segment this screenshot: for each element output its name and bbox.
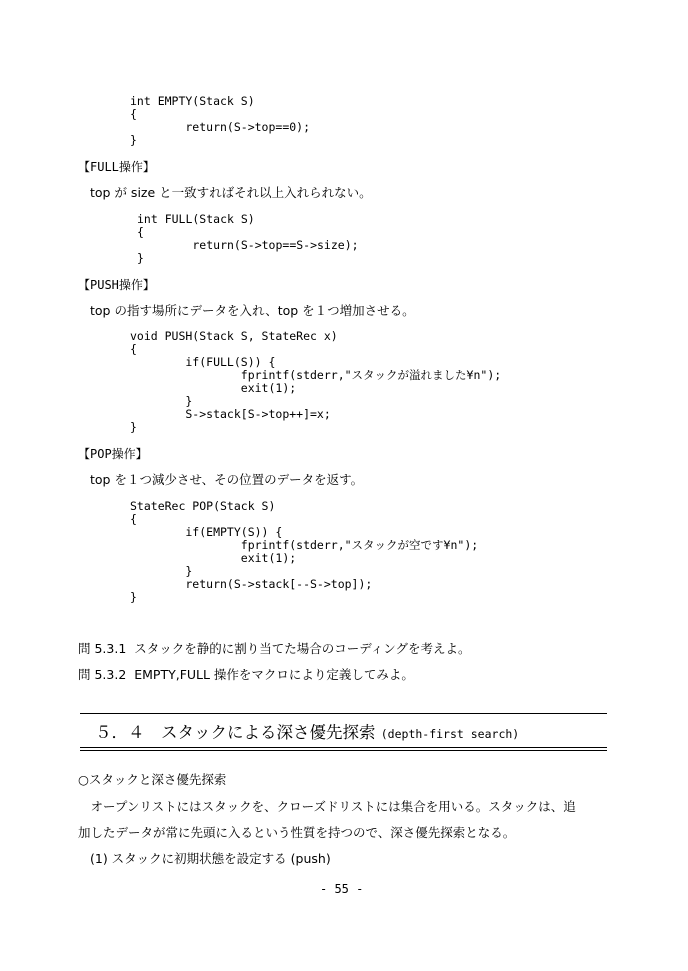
sub-heading: ○スタックと深さ優先探索: [78, 772, 227, 787]
code-line: fprintf(stderr,"スタックが空です¥n");: [130, 538, 479, 552]
code-line: }: [130, 394, 193, 408]
section-title: [95, 725, 519, 742]
section-title-text: ５．４ スタックによる深さ優先探索: [95, 723, 376, 742]
code-line: }: [130, 133, 137, 147]
code-line: }: [130, 590, 137, 604]
code-line: {: [130, 512, 137, 526]
section-top-rule: [80, 713, 607, 714]
question-5-3-1: 問 5.3.1 スタックを静的に割り当てた場合のコーディングを考えよ。: [78, 641, 471, 656]
code-line: exit(1);: [130, 551, 297, 565]
page-number: - 55 -: [320, 882, 364, 896]
code-line: }: [137, 251, 144, 265]
full-description: top が size と一致すればそれ以上入れられない。: [90, 185, 372, 200]
paragraph-line-2: 加したデータが常に先頭に入るという性質を持つので、深さ優先探索となる。: [78, 825, 516, 840]
code-line: {: [130, 107, 137, 121]
code-line: void PUSH(Stack S, StateRec x): [130, 329, 338, 343]
code-line: if(EMPTY(S)) {: [130, 525, 283, 539]
code-line: {: [130, 342, 137, 356]
push-description: top の指す場所にデータを入れ、top を１つ増加させる。: [90, 303, 415, 318]
code-line: S->stack[S->top++]=x;: [130, 407, 331, 421]
section-subtitle: (depth-first search): [380, 727, 520, 741]
code-line: return(S->stack[--S->top]);: [130, 577, 373, 591]
step-1: (1) スタックに初期状態を設定する (push): [90, 851, 331, 866]
question-5-3-2: 問 5.3.2 EMPTY,FULL 操作をマクロにより定義してみよ。: [78, 667, 414, 682]
code-line: exit(1);: [130, 381, 297, 395]
code-line: fprintf(stderr,"スタックが溢れました¥n");: [130, 368, 502, 382]
push-heading: 【PUSH操作】: [78, 278, 155, 292]
code-line: if(FULL(S)) {: [130, 355, 276, 369]
code-line: int EMPTY(Stack S): [130, 94, 255, 108]
code-line: }: [130, 420, 137, 434]
code-line: int FULL(Stack S): [137, 212, 255, 226]
code-line: }: [130, 564, 193, 578]
pop-description: top を１つ減少させ、その位置のデータを返す。: [90, 472, 364, 487]
section-bottom-rule-2: [80, 750, 607, 751]
code-line: return(S->top==S->size);: [137, 238, 359, 252]
full-heading: 【FULL操作】: [78, 160, 155, 174]
paragraph-line-1: オープンリストにはスタックを、クローズドリストには集合を用いる。スタックは、追: [78, 799, 576, 814]
pop-heading: 【POP操作】: [78, 447, 148, 461]
code-line: StateRec POP(Stack S): [130, 499, 276, 513]
code-line: {: [137, 225, 144, 239]
code-line: return(S->top==0);: [130, 120, 311, 134]
section-bottom-rule-1: [80, 747, 607, 748]
